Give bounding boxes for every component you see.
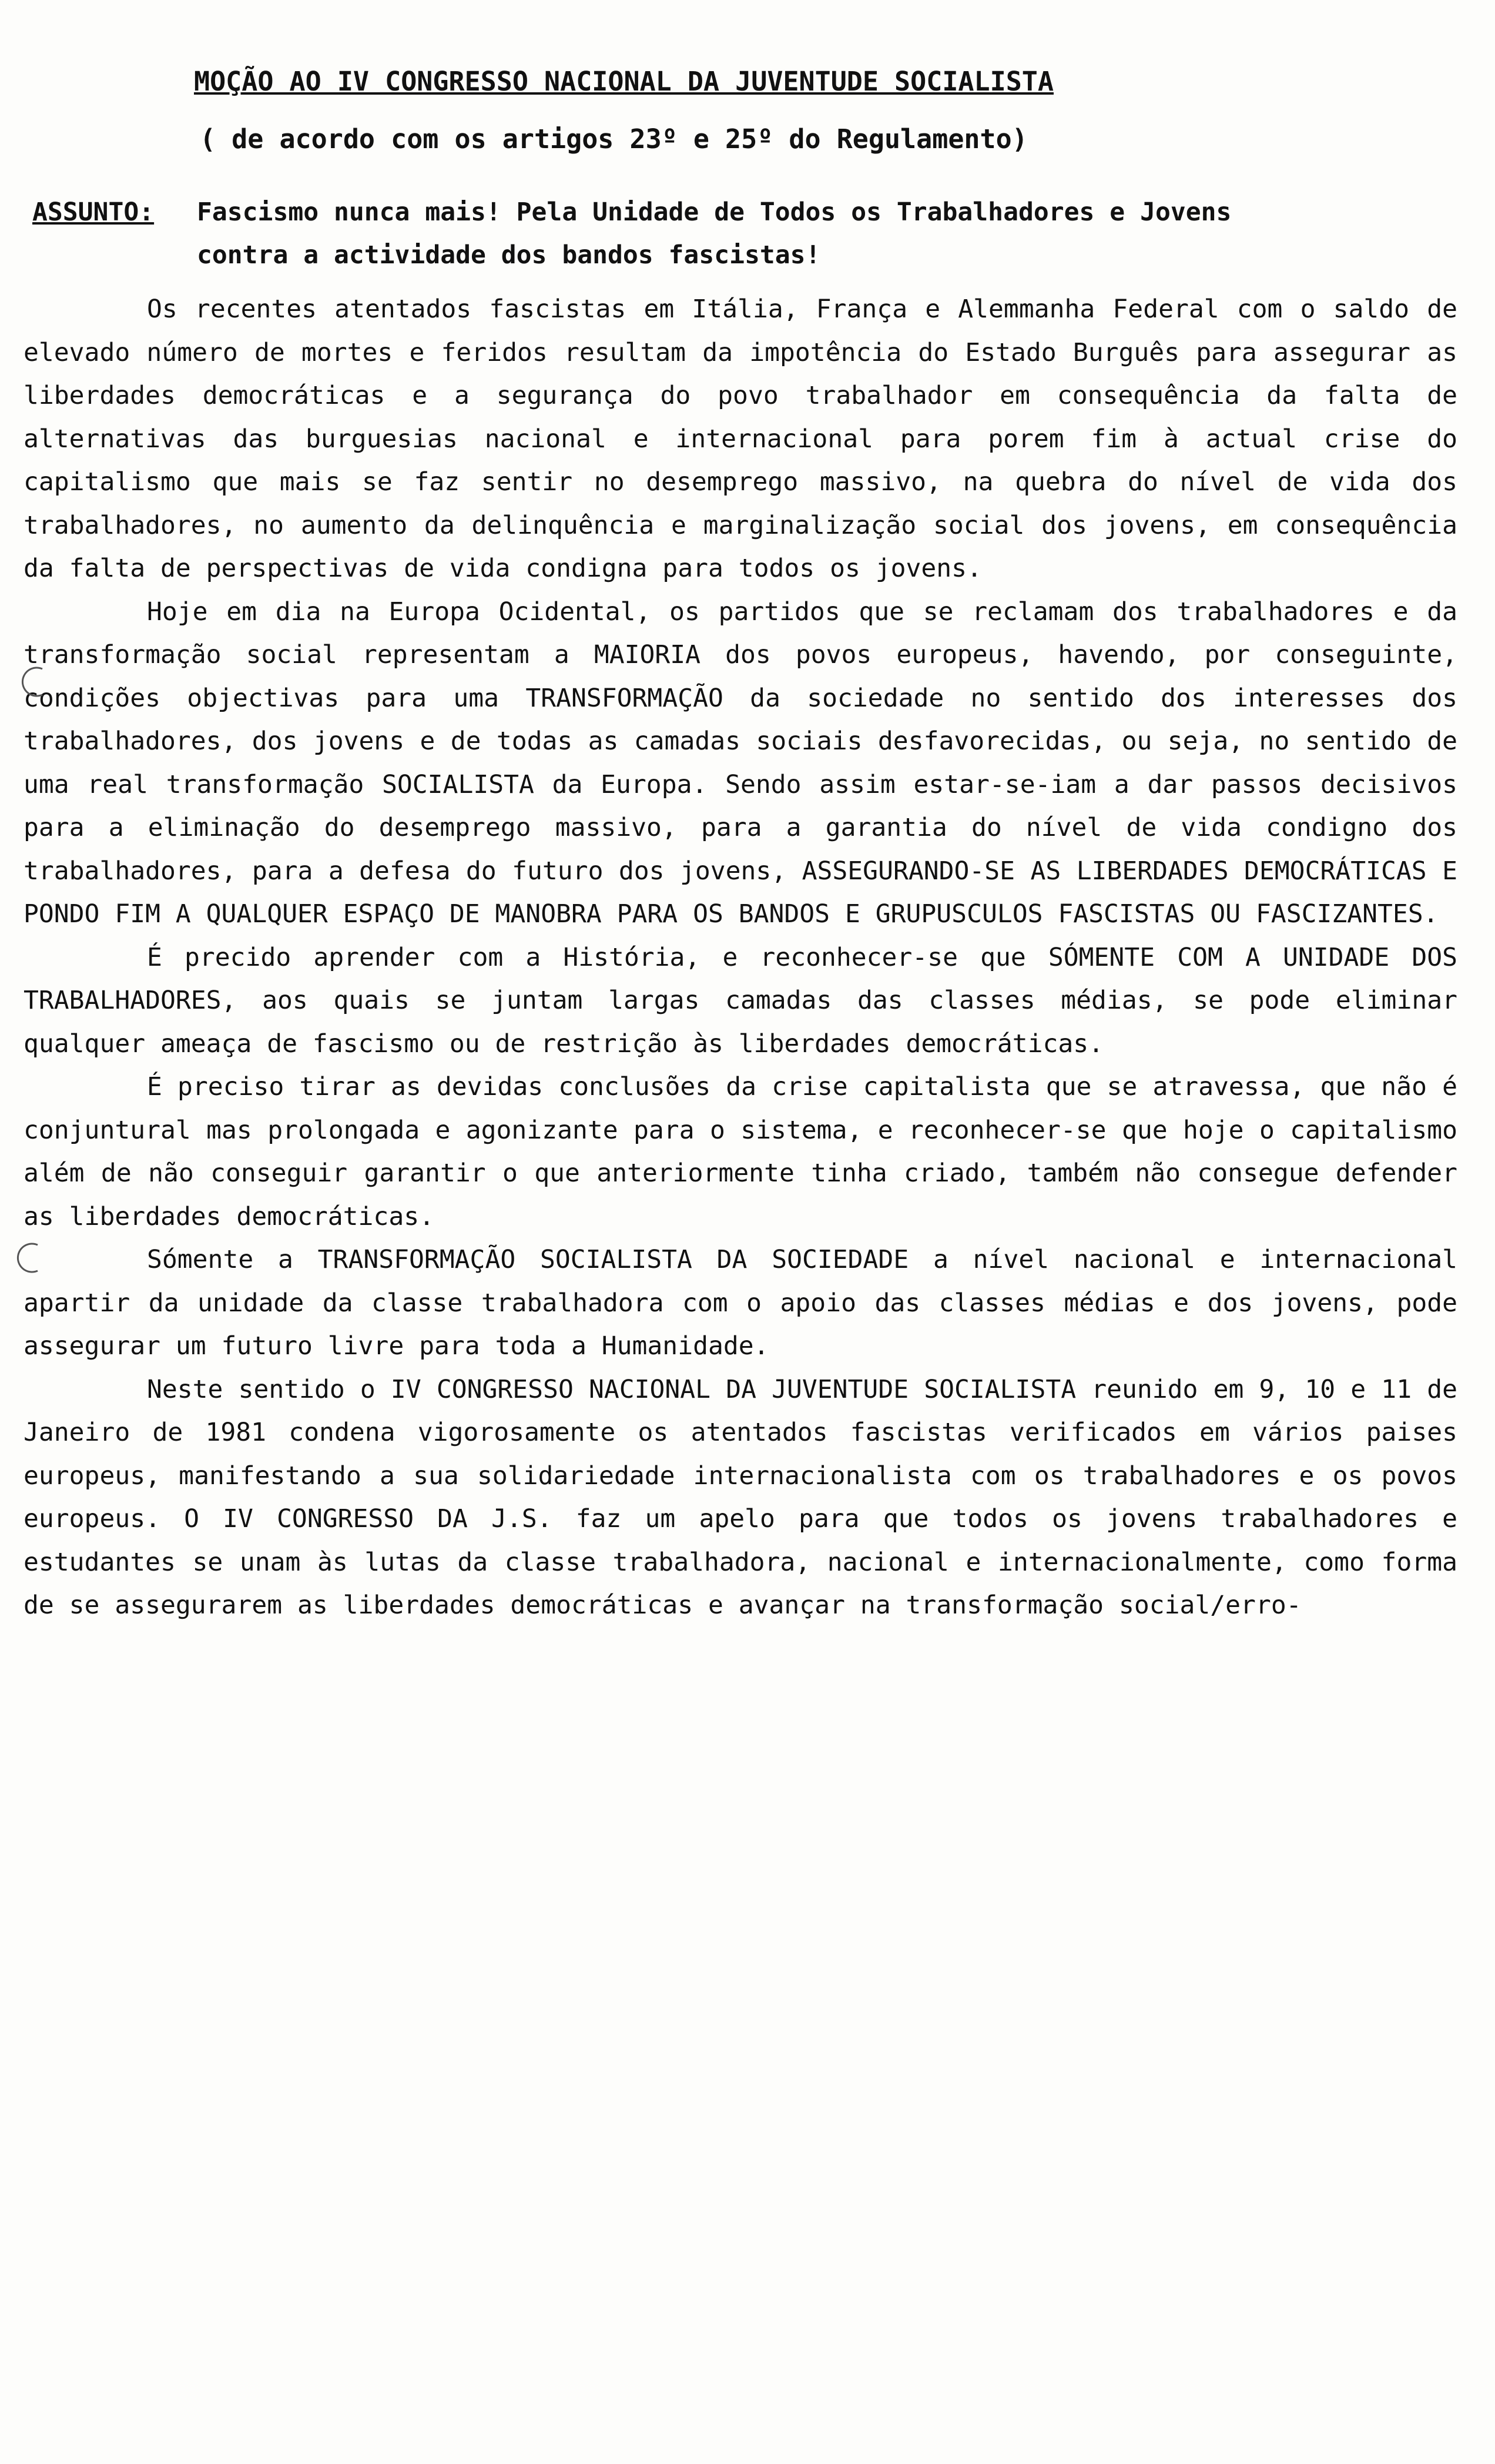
subject-text: Fascismo nunca mais! Pela Unidade de Todos os Trabalhadores e Jovens contra a actividade dos bandos fascistas! [197,197,1232,270]
document-subtitle: ( de acordo com os artigos 23º e 25º do Regulamento) [200,123,1028,155]
subject-label: ASSUNTO: [32,197,155,227]
document-title: MOÇÃO AO IV CONGRESSO NACIONAL DA JUVENTUDE SOCIALISTA [194,66,1054,97]
paragraph-4: É preciso tirar as devidas conclusões da crise capitalista que se atravessa, que não é conjuntural mas prolongada e agonizante para o sistema, e reconhecer-se que hoje o capitalismo além de não conseguir garantir o que anteriormente tinha criado, também não consegue defender as liberdades democráticas. [24,1072,1457,1231]
paragraph-1: Os recentes atentados fascistas em Itália, França e Alemmanha Federal com o saldo de elevado número de mortes e feridos resultam da impotência do Estado Burguês para assegurar as liberdades democráticas e a segurança do povo trabalhador em consequência da falta de alternativas das burguesias nacional e internacional para porem fim à actual crise do capitalismo que mais se faz sentir no desemprego massivo, na quebra do nível de vida dos trabalhadores, no aumento da delinquência e marginalização social dos jovens, em consequência da falta de perspectivas de vida condigna para todos os jovens. [24,294,1457,583]
document-body [24,288,1457,1628]
paragraph-3: É precido aprender com a História, e reconhecer-se que SÓMENTE COM A UNIDADE DOS TRABALHADORES, aos quais se juntam largas camadas das classes médias, se pode eliminar qualquer ameaça de fascismo ou de restrição às liberdades democráticas. [24,942,1457,1059]
punch-hole-mark [8,1240,43,1275]
paragraph-2: Hoje em dia na Europa Ocidental, os partidos que se reclamam dos trabalhadores e da transformação social representam a MAIORIA dos povos europeus, havendo, por conseguinte, condições objectivas para uma TRANSFORMAÇÃO da sociedade no sentido dos interesses dos trabalhadores, dos jovens e de todas as camadas sociais desfavorecidas, ou seja, no sentido de uma real transformação SOCIALISTA da Europa. Sendo assim estar-se-iam a dar passos decisivos para a eliminação do desemprego massivo, para a garantia do nível de vida condigno dos trabalhadores, para a defesa do futuro dos jovens, ASSEGURANDO-SE AS LIBERDADES DEMOCRÁTICAS E PONDO FIM A QUALQUER ESPAÇO DE MANOBRA PARA OS BANDOS E GRUPUSCULOS FASCISTAS OU FASCIZANTES. [24,597,1457,929]
punch-hole-mark [13,664,48,699]
paragraph-5: Sómente a TRANSFORMAÇÃO SOCIALISTA DA SOCIEDADE a nível nacional e internacional apartir da unidade da classe trabalhadora com o apoio das classes médias e dos jovens, pode assegurar um futuro livre para toda a Humanidade. [24,1245,1457,1361]
paragraph-6: Neste sentido o IV CONGRESSO NACIONAL DA JUVENTUDE SOCIALISTA reunido em 9, 10 e 11 de Janeiro de 1981 condena vigorosamente os atentados fascistas verificados em vários paises europeus, manifestando a sua solidariedade internacionalista com os trabalhadores e os povos europeus. O IV CONGRESSO DA J.S. faz um apelo para que todos os jovens trabalhadores e estudantes se unam às lutas da classe trabalhadora, nacional e internacionalmente, como forma de se assegurarem as liberdades democráticas e avançar na transformação social/erro- [24,1374,1457,1620]
